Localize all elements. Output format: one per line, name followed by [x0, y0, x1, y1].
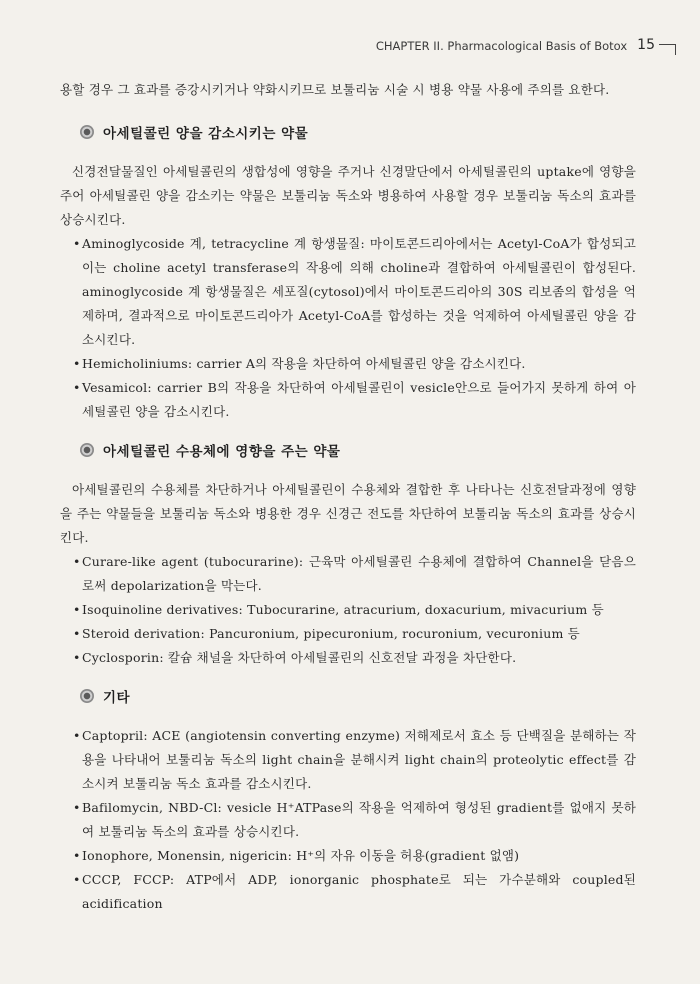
bullet-list	[60, 550, 636, 670]
list-item	[73, 868, 636, 916]
list-item	[73, 550, 636, 598]
header-rule	[659, 44, 676, 55]
list-item-text: Aminoglycoside 계, tetracycline 계 항생물질: 마이토콘드리아에서는 Acetyl-CoA가 합성되고 이는 choline acetyl transferase의 작용에 의해 choline과 결합하여 아세틸콜린이 합성된다. aminoglycoside 계 항생물질은 세포질(cytosol)에서 마이토콘드리아의 30S 리보좀의 합성을 억제하며, 결과적으로 마이토콘드리아가 Acetyl-CoA를 합성하는 것을 억제하여 아세틸콜린 양을 감소시킨다.	[82, 236, 636, 347]
list-item	[73, 622, 636, 646]
list-item	[73, 232, 636, 352]
section-bullet-icon	[80, 689, 94, 703]
list-item-text: Curare-like agent (tubocurarine): 근육막 아세틸콜린 수용체에 결합하여 Channel을 닫음으로써 depolarization을 막는다.	[82, 554, 636, 593]
running-header	[376, 36, 676, 55]
list-item	[73, 376, 636, 424]
list-item-text: Hemicholiniums: carrier A의 작용을 차단하여 아세틸콜린 양을 감소시킨다.	[82, 356, 526, 371]
list-item-text: Cyclosporin: 칼슘 채널을 차단하여 아세틸콜린의 신호전달 과정을 차단한다.	[82, 650, 517, 665]
list-item	[73, 844, 636, 868]
list-item-text: Isoquinoline derivatives: Tubocurarine, atracurium, doxacurium, mivacurium 등	[82, 602, 604, 617]
bullet-dot-icon: •	[73, 356, 81, 371]
list-item-text: Ionophore, Monensin, nigericin: H⁺의 자유 이동을 허용(gradient 없앰)	[82, 848, 520, 863]
list-item-text: Steroid derivation: Pancuronium, pipecuronium, rocuronium, vecuronium 등	[82, 626, 580, 641]
bullet-dot-icon: •	[73, 554, 81, 569]
list-item-text: Captopril: ACE (angiotensin converting enzyme) 저해제로서 효소 등 단백질을 분해하는 작용을 나타내어 보툴리눔 독소의 light chain을 분해시켜 light chain의 proteolytic effect를 감소시켜 보툴리눔 독소 효과를 감소시킨다.	[82, 728, 636, 791]
bullet-dot-icon: •	[73, 602, 81, 617]
bullet-dot-icon: •	[73, 626, 81, 641]
section-heading	[80, 686, 636, 706]
list-item	[73, 646, 636, 670]
list-item	[73, 598, 636, 622]
bullet-dot-icon: •	[73, 800, 81, 815]
bullet-list	[60, 232, 636, 424]
list-item-text: Vesamicol: carrier B의 작용을 차단하여 아세틸콜린이 vesicle안으로 들어가지 못하게 하여 아세틸콜린 양을 감소시킨다.	[82, 380, 636, 419]
page-number: 15	[637, 37, 655, 53]
section-bullet-icon	[80, 125, 94, 139]
list-item-text: Bafilomycin, NBD-Cl: vesicle H⁺ATPase의 작용을 억제하여 형성된 gradient를 없애지 못하여 보툴리눔 독소의 효과를 상승시킨다.	[82, 800, 636, 839]
intro-paragraph: 용할 경우 그 효과를 증강시키거나 약화시키므로 보툴리눔 시술 시 병용 약물 사용에 주의를 요한다.	[60, 82, 610, 97]
page-body	[60, 78, 636, 916]
bullet-dot-icon: •	[73, 728, 81, 743]
section-heading	[80, 440, 636, 460]
list-item	[73, 724, 636, 796]
bullet-dot-icon: •	[73, 872, 81, 887]
section-title: 아세틸콜린 수용체에 영향을 주는 약물	[103, 444, 341, 460]
chapter-title: CHAPTER II. Pharmacological Basis of Botox	[375, 39, 628, 53]
bullet-list	[60, 724, 636, 916]
section-paragraph: 아세틸콜린의 수용체를 차단하거나 아세틸콜린이 수용체와 결합한 후 나타나는 신호전달과정에 영향을 주는 약물들을 보툴리눔 독소와 병용한 경우 신경근 전도를 차단하여 보툴리눔 독소의 효과를 상승시킨다.	[60, 482, 636, 545]
bullet-dot-icon: •	[73, 380, 81, 395]
section-title: 아세틸콜린 양을 감소시키는 약물	[103, 126, 309, 142]
list-item-text: CCCP, FCCP: ATP에서 ADP, ionorganic phosphate로 되는 가수분해와 coupled된 acidification	[82, 872, 636, 911]
bullet-dot-icon: •	[73, 650, 81, 665]
bullet-dot-icon: •	[73, 236, 81, 251]
section-heading	[80, 122, 636, 142]
list-item	[73, 796, 636, 844]
bullet-dot-icon: •	[73, 848, 81, 863]
section-title: 기타	[103, 690, 131, 706]
list-item	[73, 352, 636, 376]
section-bullet-icon	[80, 443, 94, 457]
section-paragraph: 신경전달물질인 아세틸콜린의 생합성에 영향을 주거나 신경말단에서 아세틸콜린의 uptake에 영향을 주어 아세틸콜린 양을 감소키는 약물은 보툴리눔 독소와 병용하여 사용할 경우 보툴리눔 독소의 효과를 상승시킨다.	[60, 164, 636, 227]
